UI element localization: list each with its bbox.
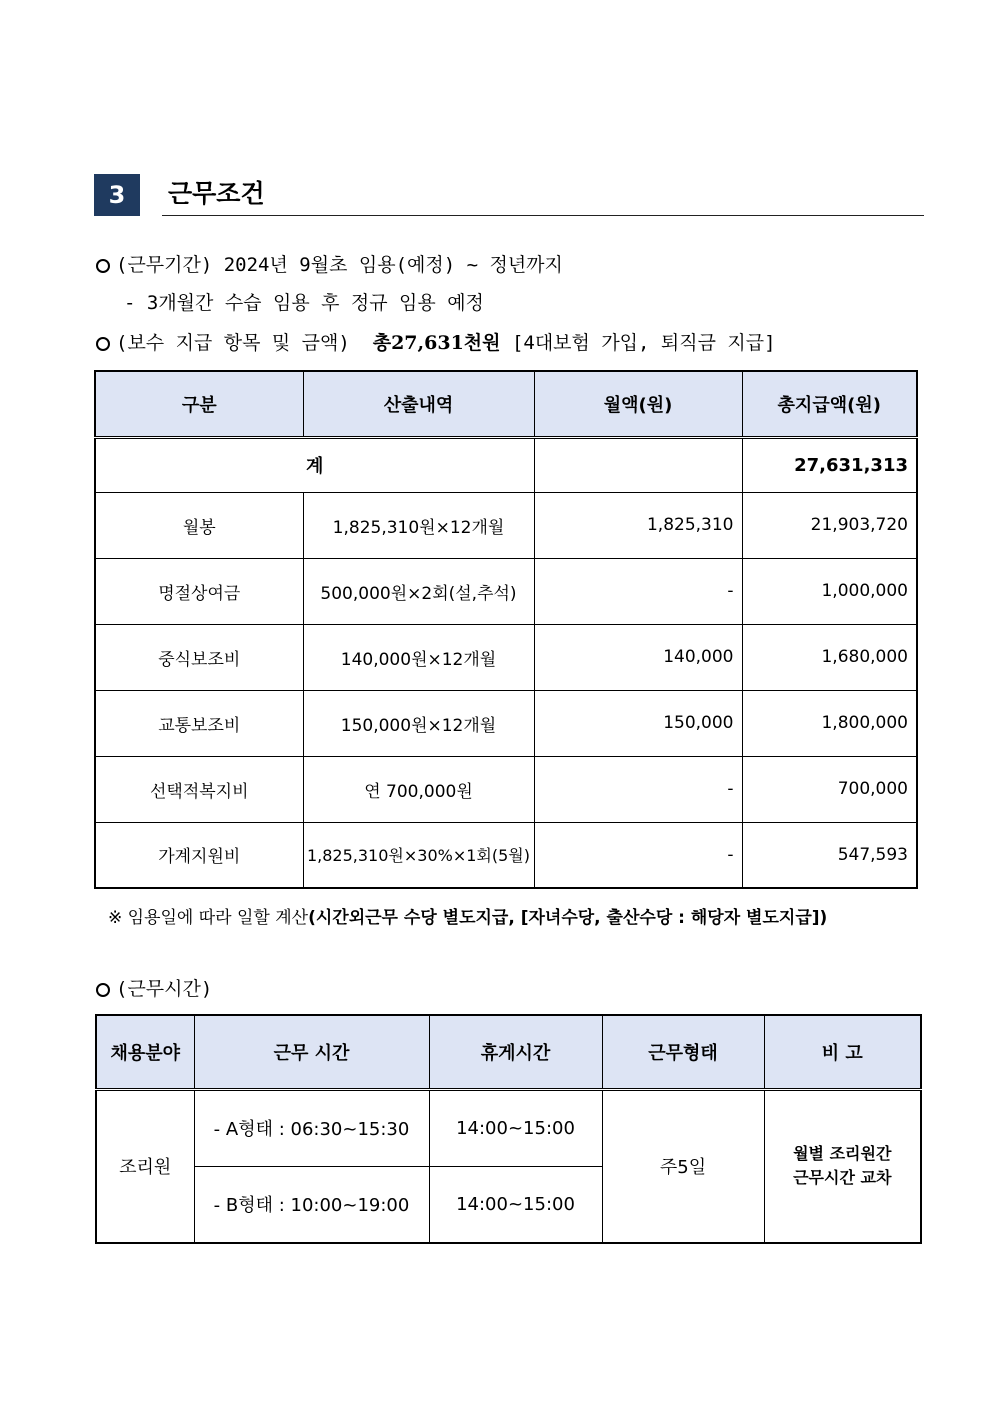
- header-category: 구분: [95, 371, 303, 437]
- table-row: [95, 492, 917, 558]
- row-total: 1,680,000: [742, 624, 917, 690]
- pay-items-label: (보수 지급 항목 및 금액): [116, 332, 350, 354]
- remark-line-2: 근무시간 교차: [793, 1168, 892, 1188]
- row-monthly: -: [534, 822, 742, 888]
- shift-time: - A형태 : 06:30~15:30: [194, 1089, 429, 1166]
- row-calc: 1,825,310원×12개월: [303, 492, 534, 558]
- circle-bullet-icon: [96, 259, 110, 273]
- row-total: 547,593: [742, 822, 917, 888]
- header-monthly: 월액(원): [534, 371, 742, 437]
- pay-total-text: 총27,631천원: [372, 332, 501, 354]
- section-divider: [162, 215, 924, 216]
- calculation-note: [108, 904, 827, 932]
- total-monthly: [534, 437, 742, 492]
- row-calc: 연 700,000원: [303, 756, 534, 822]
- probation-line: - 3개월간 수습 임용 후 정규 임용 예정: [124, 292, 484, 314]
- header-break-time: 휴게시간: [429, 1015, 602, 1089]
- row-name: 가계지원비: [95, 822, 303, 888]
- header-total: 총지급액(원): [742, 371, 917, 437]
- pay-items-note: [4대보험 가입, 퇴직금 지급]: [511, 332, 776, 354]
- field-cell: 조리원: [96, 1089, 194, 1243]
- header-field: 채용분야: [96, 1015, 194, 1089]
- table-row: [95, 822, 917, 888]
- header-work-time: 근무 시간: [194, 1015, 429, 1089]
- row-total: 700,000: [742, 756, 917, 822]
- shift-break: 14:00~15:00: [429, 1166, 602, 1243]
- total-row: [95, 437, 917, 492]
- row-calc: 1,825,310원×30%×1회(5월): [303, 822, 534, 888]
- row-name: 명절상여금: [95, 558, 303, 624]
- row-monthly: -: [534, 558, 742, 624]
- row-total: 1,000,000: [742, 558, 917, 624]
- work-period-text: (근무기간) 2024년 9월초 임용(예정) ~ 정년까지: [116, 254, 563, 276]
- work-type-cell: 주5일: [602, 1089, 764, 1243]
- row-monthly: 1,825,310: [534, 492, 742, 558]
- section-number: 3: [94, 174, 140, 216]
- header-work-type: 근무형태: [602, 1015, 764, 1089]
- row-calc: 140,000원×12개월: [303, 624, 534, 690]
- remark-cell: [764, 1089, 921, 1243]
- row-name: 교통보조비: [95, 690, 303, 756]
- row-monthly: 140,000: [534, 624, 742, 690]
- work-hours-label: (근무시간): [116, 978, 213, 1000]
- circle-bullet-icon: [96, 983, 110, 997]
- total-amount: 27,631,313: [742, 437, 917, 492]
- note-bold: (시간외근무 수당 별도지급, [자녀수당, 출산수당 : 해당자 별도지급]): [308, 908, 828, 928]
- section-title: 근무조건: [168, 179, 265, 208]
- row-monthly: -: [534, 756, 742, 822]
- shift-time: - B형태 : 10:00~19:00: [194, 1166, 429, 1243]
- circle-bullet-icon: [96, 337, 110, 351]
- table-row: [96, 1089, 921, 1166]
- table-row: [95, 558, 917, 624]
- pay-items-line: [96, 329, 776, 357]
- pay-table-header-row: [95, 371, 917, 437]
- row-calc: 500,000원×2회(설,추석): [303, 558, 534, 624]
- work-period-line: [96, 251, 563, 279]
- header-remark: 비 고: [764, 1015, 921, 1089]
- table-row: [95, 624, 917, 690]
- pay-table: [94, 370, 918, 889]
- work-hours-table: [95, 1014, 922, 1244]
- hours-table-header-row: [96, 1015, 921, 1089]
- row-calc: 150,000원×12개월: [303, 690, 534, 756]
- row-name: 월봉: [95, 492, 303, 558]
- row-monthly: 150,000: [534, 690, 742, 756]
- table-row: [95, 756, 917, 822]
- shift-break: 14:00~15:00: [429, 1089, 602, 1166]
- row-total: 1,800,000: [742, 690, 917, 756]
- header-calculation: 산출내역: [303, 371, 534, 437]
- row-name: 중식보조비: [95, 624, 303, 690]
- row-name: 선택적복지비: [95, 756, 303, 822]
- row-total: 21,903,720: [742, 492, 917, 558]
- total-label: 계: [95, 437, 534, 492]
- work-hours-line: [96, 975, 212, 1003]
- table-row: [95, 690, 917, 756]
- remark-line-1: 월별 조리원간: [793, 1144, 892, 1164]
- note-prefix: ※ 임용일에 따라 일할 계산: [108, 908, 309, 928]
